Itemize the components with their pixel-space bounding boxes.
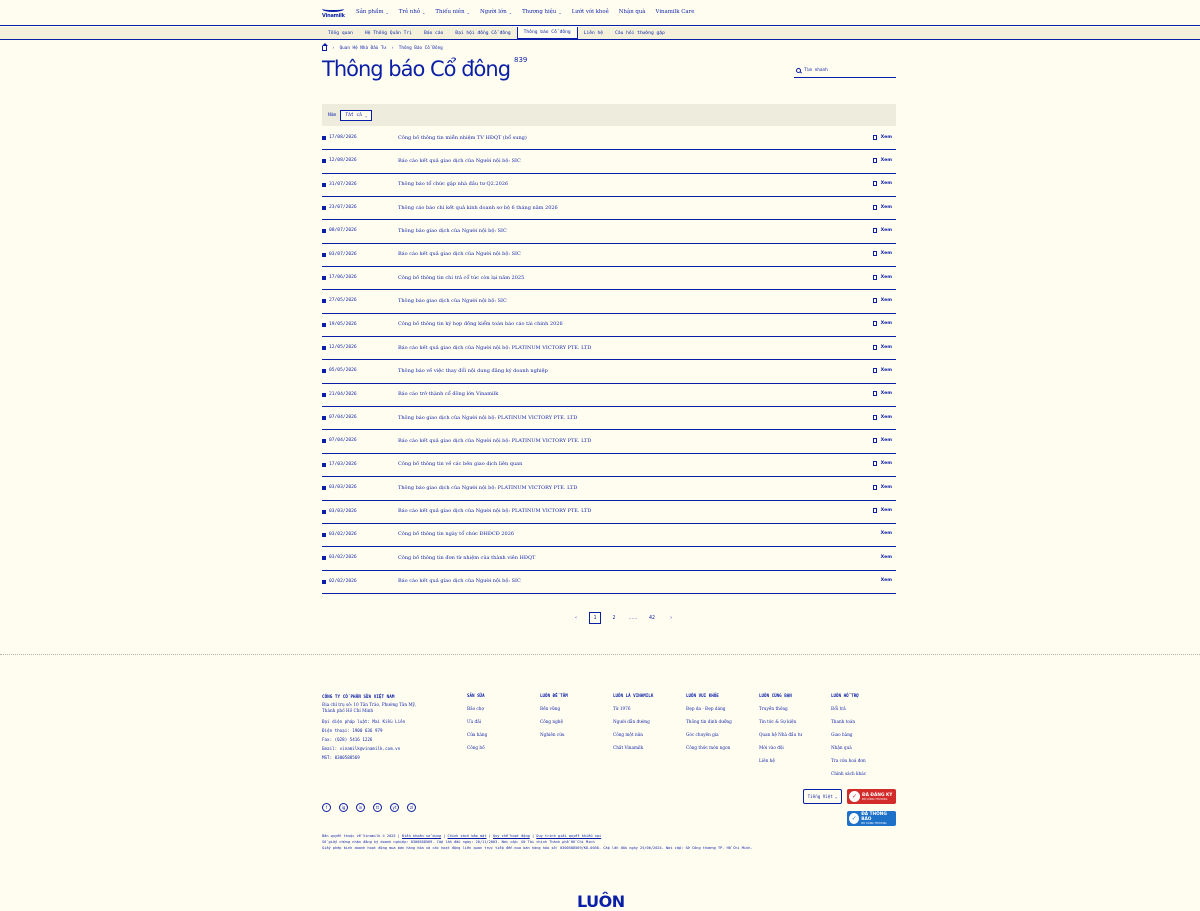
announcement-title[interactable]: Thông báo giao dịch của Người nội bộ: PLATINUM VICTORY PTE. LTD (398, 414, 578, 421)
view-label: Xem (880, 227, 892, 233)
announcement-date: 07/04/2026 (329, 438, 357, 444)
bullet-icon (322, 276, 326, 280)
document-icon (873, 228, 877, 233)
page-title: Thông báo Cổ đông (322, 57, 511, 81)
announcement-date: 17/03/2026 (329, 461, 357, 467)
document-icon (873, 205, 877, 210)
announcement-title[interactable]: Báo cáo trở thành cổ đông lớn Vinamilk (398, 391, 499, 398)
announcement-date: 03/02/2026 (329, 531, 357, 537)
document-icon (873, 508, 877, 513)
footer-link[interactable]: Đổi trả (831, 706, 846, 711)
bullet-icon (322, 439, 326, 443)
bullet-icon (322, 299, 326, 303)
footer-column-heading: LUÔN LÀ VINAMILK (613, 693, 654, 698)
document-icon (873, 251, 877, 256)
view-button[interactable] (881, 555, 892, 560)
company-phone[interactable]: Điện thoại: 1900 636 979 (322, 728, 383, 733)
announcement-row[interactable] (322, 127, 896, 150)
nav-item-label: Thiếu niên (435, 9, 465, 15)
footer-link[interactable]: Công bố (467, 745, 485, 750)
subnav-tab[interactable]: Đại hội đồng Cổ đông (455, 31, 511, 36)
view-button[interactable] (873, 391, 892, 396)
year-select[interactable] (340, 110, 372, 121)
registered-badge-title: ĐÃ ĐĂNG KÝ (862, 792, 893, 798)
view-button[interactable] (873, 508, 892, 513)
company-info (322, 693, 422, 762)
quick-search[interactable] (794, 63, 896, 78)
legal-link[interactable]: Quy chế hoạt động (492, 834, 530, 838)
announcement-title[interactable]: Công bố thông tin ký hợp đồng kiểm toán báo cáo tài chính 2026 (398, 321, 563, 328)
footer-link[interactable]: Người dẫn đường (613, 719, 650, 724)
announcement-date: 12/08/2026 (329, 158, 357, 164)
registered-badge-text (862, 793, 892, 801)
social-links (322, 803, 416, 812)
footer-link[interactable]: Chính sách khác (831, 771, 867, 776)
top-navigation (0, 0, 1200, 26)
page-number[interactable]: 2 (612, 615, 616, 621)
view-button[interactable] (881, 531, 892, 536)
view-label: Xem (880, 321, 892, 327)
announcement-title[interactable]: Thông báo giao dịch của Người nội bộ: SIC (398, 227, 507, 234)
view-label: Xem (880, 391, 892, 397)
announcement-date: 21/04/2026 (329, 391, 357, 397)
footer-link[interactable]: Bền vững (540, 706, 561, 711)
legal-separator: | (529, 834, 537, 838)
legal-separator: | (486, 834, 493, 838)
page-number[interactable]: 1 (589, 612, 601, 624)
announcement-title[interactable]: Báo cáo kết quả giao dịch của Người nội bộ: PLATINUM VICTORY PTE. LTD (398, 344, 592, 351)
announcement-title[interactable]: Thông báo về việc thay đổi nội dung đăng ký doanh nghiệp (398, 367, 548, 374)
announcement-row[interactable] (322, 407, 896, 430)
legal-link[interactable]: Điều khoản sử dụng (402, 834, 442, 838)
legal-line-2: Số giấy chứng nhận đăng ký doanh nghiệp: 0300588569. Cấp lần đầu ngày: 20/11/2003. Nơi cấp: Sở Tài chính Thành phố Hồ Chí Minh (322, 840, 595, 845)
footer-column (831, 693, 866, 784)
subnav-tab[interactable]: Báo cáo (423, 31, 444, 36)
footer-column (686, 693, 732, 758)
legal-line-3: Giấy phép kinh doanh hoạt động mua bán hàng hóa và các hoạt động liên quan trực tiếp đến mua bán hàng hóa số: 0300588569/KD-0058. Cấp lần đầu ngày 25/06/2024. Nơi cấp: Sở Công thương TP. Hồ Chí Minh. (322, 846, 753, 851)
nav-item[interactable] (572, 9, 609, 15)
document-icon (873, 135, 877, 140)
view-button[interactable] (873, 135, 892, 140)
view-label: Xem (880, 484, 892, 490)
announcement-date: 12/05/2026 (329, 345, 357, 351)
logo-wave-icon (322, 6, 344, 12)
bullet-icon (322, 556, 326, 560)
vinamilk-logo[interactable] (322, 6, 344, 21)
bullet-icon (322, 393, 326, 397)
footer-big-wordmark: LUÔN (577, 892, 625, 911)
view-button[interactable] (873, 181, 892, 186)
home-icon[interactable] (322, 46, 327, 51)
footer-link[interactable]: Tra cứu hoá đơn (831, 758, 866, 763)
view-button[interactable] (873, 485, 892, 490)
breadcrumb (322, 46, 443, 51)
section-subnav (0, 27, 1200, 40)
view-label: Xem (880, 554, 892, 560)
tiktok-icon[interactable]: tt (373, 803, 382, 812)
footer-link[interactable]: Bảo chợ (467, 706, 484, 711)
document-icon (873, 485, 877, 490)
announcement-title[interactable]: Báo cáo kết quả giao dịch của Người nội bộ: SIC (398, 251, 521, 258)
document-icon (873, 438, 877, 443)
document-icon (873, 345, 877, 350)
bullet-icon (322, 580, 326, 584)
search-input[interactable]: Tìm nhanh (804, 67, 828, 73)
main-menu (356, 9, 694, 15)
document-icon (873, 415, 877, 420)
view-label: Xem (880, 134, 892, 140)
notified-badge-sub: BỘ CÔNG THƯƠNG (861, 822, 887, 825)
subnav-tab[interactable]: Liên hệ (583, 31, 604, 36)
filter-bar (322, 104, 896, 126)
footer-divider (0, 654, 1200, 655)
view-button[interactable] (873, 228, 892, 233)
announcement-title[interactable]: Báo cáo kết quả giao dịch của Người nội bộ: PLATINUM VICTORY PTE. LTD (398, 437, 592, 444)
bullet-icon (322, 533, 326, 537)
announcement-title[interactable]: Báo cáo kết quả giao dịch của Người nội bộ: SIC (398, 578, 521, 585)
footer-link[interactable]: Truyền thông (759, 706, 788, 711)
footer-link[interactable]: Giao hàng (831, 732, 853, 737)
announcement-title[interactable]: Công bố thông tin đơn từ nhiệm của thành viên HĐQT (398, 554, 536, 561)
nav-item-label: Trẻ nhỏ (398, 9, 421, 15)
copyright-text: Bản quyền thuộc về Vinamilk © 2025 (322, 834, 396, 838)
announcement-row[interactable] (322, 174, 896, 197)
year-filter-label: Năm (328, 112, 337, 118)
announcement-list (322, 127, 896, 594)
footer-link[interactable]: Công nghệ (540, 719, 563, 724)
bullet-icon (322, 510, 326, 514)
chevron-down-icon: ⌄ (364, 112, 368, 118)
announcement-date: 07/04/2026 (329, 415, 357, 421)
nav-item[interactable] (435, 9, 470, 15)
breadcrumb-separator-icon: › (332, 46, 335, 51)
announcement-count: 839 (514, 56, 528, 64)
page-number[interactable]: 42 (648, 615, 656, 621)
announcement-row[interactable] (322, 290, 896, 313)
footer-link[interactable]: Nhận quà (831, 745, 852, 750)
bullet-icon (322, 136, 326, 140)
announcement-date: 08/07/2026 (329, 228, 357, 234)
nav-item-label: Thương hiệu (522, 9, 557, 15)
announcement-date: 05/05/2026 (329, 368, 357, 374)
legal-separator: | (397, 834, 403, 838)
footer-link[interactable]: Mời vào đội (759, 745, 784, 750)
view-label: Xem (880, 157, 892, 163)
bullet-icon (322, 206, 326, 210)
view-button[interactable] (873, 251, 892, 256)
registered-badge[interactable] (847, 789, 896, 804)
announcement-row[interactable] (322, 524, 896, 547)
legal-link[interactable]: Quy trình giải quyết khiếu nại (536, 834, 602, 838)
nav-item-label: Lướt với khoẻ (571, 9, 609, 15)
announcement-date: 17/06/2026 (329, 275, 357, 281)
legal-representative: Đại diện pháp luật: Mai Kiều Liên (322, 719, 406, 724)
zalo-icon[interactable]: zl (407, 803, 416, 812)
announcement-row[interactable] (322, 477, 896, 500)
bullet-icon (322, 183, 326, 187)
announcement-row[interactable] (322, 267, 896, 290)
subnav-tabs (322, 27, 671, 40)
nav-item[interactable] (399, 9, 426, 15)
view-label: Xem (880, 578, 892, 584)
document-icon (873, 275, 877, 280)
footer-link[interactable]: Từ 1976 (613, 706, 631, 711)
footer-link[interactable]: Góc chuyên gia (686, 732, 719, 737)
announcement-title[interactable]: Công bố thông tin ngày tổ chức ĐHĐCĐ 2026 (398, 531, 515, 538)
document-icon (873, 298, 877, 303)
breadcrumb-item-investor-relations[interactable]: Quan Hệ Nhà Đầu Tư (339, 46, 387, 51)
document-icon (873, 158, 877, 163)
subnav-tab[interactable]: Hệ Thống Quản Trị (364, 31, 412, 36)
announcement-row[interactable] (322, 571, 896, 594)
view-label: Xem (880, 181, 892, 187)
announcement-date: 03/03/2026 (329, 508, 357, 514)
breadcrumb-item-current: Thông Báo Cổ Đông (398, 46, 443, 51)
bullet-icon (322, 346, 326, 350)
nav-item[interactable] (480, 9, 512, 15)
facebook-icon[interactable]: f (322, 803, 331, 812)
language-selector[interactable] (803, 789, 842, 804)
next-page-button[interactable]: › (669, 615, 673, 621)
page-ellipsis: ... (628, 615, 638, 621)
view-button[interactable] (873, 415, 892, 420)
announcement-title[interactable]: Thông cáo báo chí kết quả kinh doanh sơ bộ 6 tháng năm 2026 (398, 204, 558, 211)
bullet-icon (322, 486, 326, 490)
bullet-icon (322, 159, 326, 163)
announcement-date: 03/02/2026 (329, 555, 357, 561)
breadcrumb-separator-icon: › (391, 46, 394, 51)
company-tax-code: MST: 0300588569 (322, 755, 360, 760)
announcement-date: 17/08/2026 (329, 135, 357, 140)
announcement-title[interactable]: Báo cáo kết quả giao dịch của Người nội bộ: SIC (398, 157, 521, 164)
nav-item[interactable] (522, 9, 562, 15)
announcement-row[interactable] (322, 360, 896, 383)
view-button[interactable] (873, 205, 892, 210)
view-label: Xem (880, 508, 892, 513)
announcement-row[interactable] (322, 244, 896, 267)
footer-column (613, 693, 653, 758)
announcement-row[interactable] (322, 454, 896, 477)
document-icon (873, 368, 877, 373)
announcement-date: 02/02/2026 (329, 578, 357, 584)
view-button[interactable] (873, 368, 892, 373)
footer-column-heading: LUÔN CÙNG BẠN (759, 693, 792, 698)
chevron-down-icon: ⌄ (508, 9, 513, 15)
view-button[interactable] (873, 345, 892, 350)
announcement-row[interactable] (322, 547, 896, 570)
footer-column (540, 693, 568, 745)
view-label: Xem (880, 274, 892, 280)
footer-column-heading: LUÔN HỖ TRỢ (831, 693, 859, 698)
bullet-icon (322, 463, 326, 467)
footer-link[interactable]: Liên hệ (759, 758, 775, 763)
prev-page-button[interactable]: ‹ (574, 615, 578, 621)
logo-text: Vinamilk (322, 13, 345, 19)
footer-link[interactable]: Công thức món ngon (686, 745, 731, 750)
announcement-row[interactable] (322, 501, 896, 524)
footer-link[interactable]: Tin tức & Sự kiện (759, 719, 797, 724)
notified-badge-text (861, 812, 896, 825)
announcement-row[interactable] (322, 384, 896, 407)
document-icon (873, 321, 877, 326)
document-icon (873, 391, 877, 396)
announcement-title[interactable]: Báo cáo kết quả giao dịch của Người nội bộ: PLATINUM VICTORY PTE. LTD (398, 508, 592, 514)
notified-badge-title: ĐÃ THÔNG BÁO (861, 812, 887, 822)
footer-link[interactable]: Thông tin dinh dưỡng (686, 719, 732, 724)
announcement-date: 31/07/2026 (329, 181, 357, 187)
view-button[interactable] (881, 578, 892, 583)
footer-column-heading: LUÔN ĐỂ TÂM (540, 693, 568, 698)
bullet-icon (322, 229, 326, 233)
nav-item-label: Vinamilk Care (655, 9, 695, 15)
announcement-title[interactable]: Công bố thông tin miễn nhiệm TV HĐQT (bổ sung) (398, 134, 527, 141)
bullet-icon (322, 416, 326, 420)
view-label: Xem (880, 461, 892, 467)
footer-column (759, 693, 802, 771)
view-label: Xem (880, 414, 892, 420)
announcement-row[interactable] (322, 197, 896, 220)
instagram-icon[interactable]: ig (339, 803, 348, 812)
legal-separator: | (441, 834, 448, 838)
view-label: Xem (880, 297, 892, 303)
announcement-title[interactable]: Công bố thông tin về các bên giao dịch liên quan (398, 461, 523, 468)
announcement-date: 03/07/2026 (329, 251, 357, 257)
announcement-date: 19/05/2026 (329, 321, 357, 327)
announcement-row[interactable] (322, 314, 896, 337)
view-button[interactable] (873, 158, 892, 163)
search-icon (796, 68, 801, 73)
company-email[interactable]: Email: vinamilk@vinamilk.com.vn (322, 746, 401, 751)
legal-link[interactable]: Chính sách bảo mật (447, 834, 487, 838)
view-label: Xem (880, 251, 892, 257)
company-fax: Fax: (028) 5416 1226 (322, 737, 373, 742)
pagination (570, 612, 677, 624)
check-icon: ✓ (849, 813, 859, 824)
announcement-title[interactable]: Thông báo tổ chức gặp nhà đầu tư Q2.2026 (398, 181, 509, 188)
announcement-date: 23/07/2026 (329, 205, 357, 211)
check-icon: ✓ (849, 791, 860, 802)
language-value: Tiếng Việt (807, 794, 833, 799)
view-button[interactable] (873, 275, 892, 280)
footer-column-heading: SẢN SỮA (467, 693, 485, 698)
bullet-icon (322, 253, 326, 257)
chevron-down-icon: ⌄ (834, 794, 838, 799)
view-label: Xem (880, 204, 892, 210)
announcement-title[interactable]: Công bố thông tin chi trả cổ tức còn lại năm 2025 (398, 274, 525, 281)
footer-link[interactable]: Quan hệ Nhà đầu tư (759, 732, 803, 737)
registered-badge-sub: BỘ CÔNG THƯƠNG (862, 797, 888, 801)
linkedin-icon[interactable]: in (356, 803, 365, 812)
nav-item[interactable] (356, 9, 389, 15)
footer-column-heading: LUÔN VUI KHỎE (686, 693, 719, 698)
footer-link[interactable]: Cửa hàng (467, 732, 488, 737)
announcement-title[interactable]: Thông báo giao dịch của Người nội bộ: PLATINUM VICTORY PTE. LTD (398, 484, 578, 491)
view-button[interactable] (873, 321, 892, 326)
chevron-down-icon: ⌄ (422, 9, 426, 15)
company-address: Địa chỉ trụ sở: 10 Tân Trào, Phường Tân Mỹ, Thành phố Hồ Chí Minh (322, 702, 417, 713)
announcement-title[interactable]: Thông báo giao dịch của Người nội bộ: SIC (398, 297, 507, 304)
year-select-value: Tất cả (345, 112, 362, 118)
footer-link[interactable]: Nghiên cứu (540, 732, 565, 737)
subnav-tab[interactable]: Tổng quan (328, 31, 353, 36)
company-name: CÔNG TY CỔ PHẦN SỮA VIỆT NAM (322, 695, 395, 700)
view-label: Xem (880, 367, 892, 373)
youtube-icon[interactable]: yt (390, 803, 399, 812)
announcement-row[interactable] (322, 337, 896, 360)
document-icon (873, 181, 877, 186)
view-label: Xem (880, 437, 892, 443)
document-icon (873, 461, 877, 466)
announcement-date: 03/03/2026 (329, 485, 357, 491)
footer-link[interactable]: Đẹp da · Đẹp dáng (686, 706, 726, 711)
bullet-icon (322, 323, 326, 327)
nav-item-label: Người lớn (479, 9, 507, 15)
view-button[interactable] (873, 438, 892, 443)
notified-badge[interactable] (847, 811, 896, 826)
view-button[interactable] (873, 298, 892, 303)
view-label: Xem (880, 344, 892, 350)
nav-item[interactable] (656, 9, 695, 15)
footer-link[interactable]: Công một nửa (613, 732, 643, 737)
nav-item[interactable] (619, 9, 646, 15)
chevron-down-icon: ⌄ (385, 9, 389, 15)
announcement-row[interactable] (322, 430, 896, 453)
footer-link[interactable]: Ưu đãi (467, 719, 482, 724)
footer-link[interactable]: Thanh toán (831, 719, 856, 724)
chevron-down-icon: ⌄ (466, 9, 470, 15)
bullet-icon (322, 369, 326, 373)
subnav-tab[interactable]: Thông báo Cổ đông (517, 27, 578, 40)
nav-item-label: Sản phẩm (356, 9, 384, 15)
footer-link[interactable]: Chất Vinamilk (613, 745, 644, 750)
chevron-down-icon: ⌄ (558, 9, 562, 15)
subnav-tab[interactable]: Câu hỏi thường gặp (615, 31, 665, 36)
announcement-row[interactable] (322, 150, 896, 173)
announcement-row[interactable] (322, 220, 896, 243)
legal-info (322, 833, 753, 852)
view-label: Xem (880, 531, 892, 537)
footer-column (467, 693, 487, 758)
announcement-date: 27/05/2026 (329, 298, 357, 304)
nav-item-label: Nhận quà (618, 9, 646, 15)
view-button[interactable] (873, 461, 892, 466)
